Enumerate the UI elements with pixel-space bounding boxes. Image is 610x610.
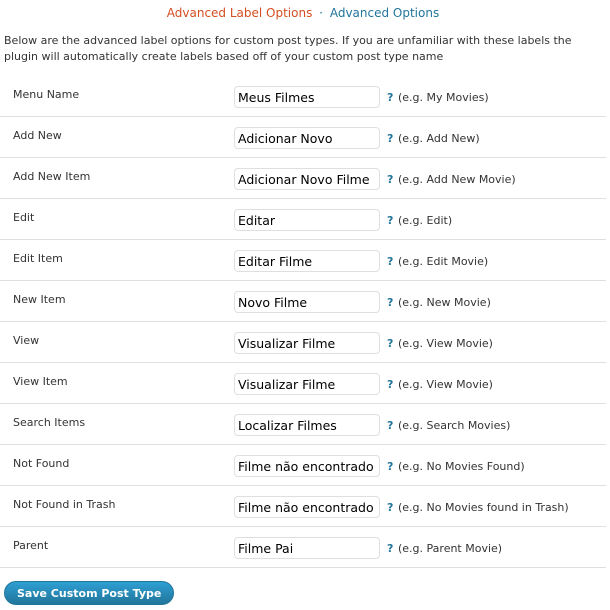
add-new-item-input[interactable] xyxy=(234,168,380,190)
intro-text: Below are the advanced label options for custom post types. If you are unfamiliar with these labels the plugin will automatically create labels based off of your custom post type name xyxy=(4,34,572,63)
edit-item-input[interactable] xyxy=(234,250,380,272)
label-options-table xyxy=(0,76,606,568)
row-example: (e.g. No Movies Found) xyxy=(398,460,525,473)
save-custom-post-type-button[interactable]: Save Custom Post Type xyxy=(4,581,174,605)
edit-input[interactable] xyxy=(234,209,380,231)
row-example: (e.g. Edit Movie) xyxy=(398,255,489,268)
table-row xyxy=(0,527,606,568)
tab-advanced-options[interactable]: Advanced Options xyxy=(329,6,440,20)
row-example: (e.g. Parent Movie) xyxy=(398,542,503,555)
row-label: Search Items xyxy=(13,416,86,429)
table-row xyxy=(0,445,606,486)
tab-bar xyxy=(0,6,606,20)
table-row xyxy=(0,363,606,404)
row-label: Not Found in Trash xyxy=(13,498,116,511)
table-row xyxy=(0,117,606,158)
table-row xyxy=(0,199,606,240)
row-label: View xyxy=(13,334,40,347)
help-icon[interactable]: ? xyxy=(387,419,394,432)
help-icon[interactable]: ? xyxy=(387,460,394,473)
row-label: View Item xyxy=(13,375,68,388)
help-icon[interactable]: ? xyxy=(387,132,394,145)
row-example: (e.g. Add New) xyxy=(398,132,480,145)
tab-advanced-label-options[interactable]: Advanced Label Options xyxy=(166,6,313,20)
table-row xyxy=(0,158,606,199)
row-label: Edit xyxy=(13,211,35,224)
not-found-input[interactable] xyxy=(234,455,380,477)
add-new-input[interactable] xyxy=(234,127,380,149)
row-example: (e.g. My Movies) xyxy=(398,91,489,104)
row-example: (e.g. View Movie) xyxy=(398,337,493,350)
row-label: Menu Name xyxy=(13,88,80,101)
help-icon[interactable]: ? xyxy=(387,296,394,309)
help-icon[interactable]: ? xyxy=(387,542,394,555)
help-icon[interactable]: ? xyxy=(387,214,394,227)
parent-input[interactable] xyxy=(234,537,380,559)
table-row xyxy=(0,240,606,281)
row-example: (e.g. Edit) xyxy=(398,214,453,227)
view-item-input[interactable] xyxy=(234,373,380,395)
table-row xyxy=(0,404,606,445)
row-example: (e.g. Search Movies) xyxy=(398,419,511,432)
table-row xyxy=(0,322,606,363)
row-label: Parent xyxy=(13,539,49,552)
tab-separator: · xyxy=(319,6,323,20)
help-icon[interactable]: ? xyxy=(387,255,394,268)
row-label: Not Found xyxy=(13,457,70,470)
help-icon[interactable]: ? xyxy=(387,378,394,391)
row-example: (e.g. Add New Movie) xyxy=(398,173,516,186)
view-input[interactable] xyxy=(234,332,380,354)
row-label: Add New xyxy=(13,129,62,142)
help-icon[interactable]: ? xyxy=(387,173,394,186)
row-example: (e.g. No Movies found in Trash) xyxy=(398,501,569,514)
row-label: New Item xyxy=(13,293,66,306)
table-row xyxy=(0,76,606,117)
not-found-in-trash-input[interactable] xyxy=(234,496,380,518)
search-items-input[interactable] xyxy=(234,414,380,436)
row-label: Add New Item xyxy=(13,170,91,183)
table-row xyxy=(0,486,606,527)
table-row xyxy=(0,281,606,322)
new-item-input[interactable] xyxy=(234,291,380,313)
help-icon[interactable]: ? xyxy=(387,337,394,350)
row-example: (e.g. View Movie) xyxy=(398,378,493,391)
help-icon[interactable]: ? xyxy=(387,501,394,514)
help-icon[interactable]: ? xyxy=(387,91,394,104)
row-example: (e.g. New Movie) xyxy=(398,296,491,309)
menu-name-input[interactable] xyxy=(234,86,380,108)
row-label: Edit Item xyxy=(13,252,63,265)
